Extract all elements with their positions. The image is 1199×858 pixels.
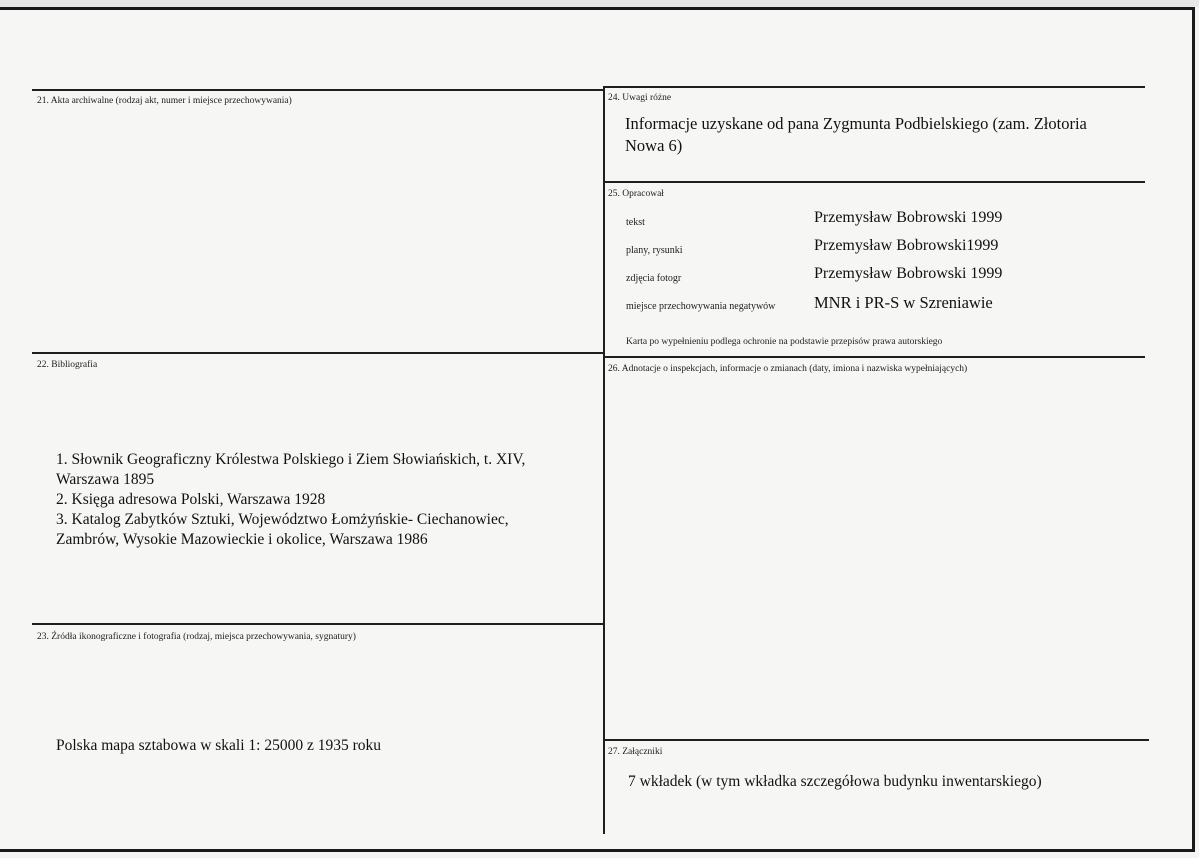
s23-label: 23. Źródła ikonograficzne i fotografia (rodzaj, miejsca przechowywania, sygnatury) bbox=[37, 632, 356, 642]
s22-label: 22. Bibliografia bbox=[37, 360, 98, 370]
bibliography-line: 1. Słownik Geograficzny Królestwa Polskiego i Ziem Słowiańskich, t. XIV, bbox=[56, 451, 526, 468]
s25-label: 25. Opracował bbox=[608, 189, 664, 199]
s26-label: 26. Adnotacje o inspekcjach, informacje o zmianach (daty, imiona i nazwiska wypełniających) bbox=[608, 364, 968, 374]
s25-row-label-zdjecia: zdjęcia fotogr bbox=[626, 273, 682, 284]
s24-value-line2: Nowa 6) bbox=[625, 136, 683, 155]
bibliography-list bbox=[56, 450, 596, 550]
bibliography-line: Warszawa 1895 bbox=[56, 471, 155, 488]
s24-value-line1: Informacje uzyskane od pana Zygmunta Podbielskiego (zam. Złotoria bbox=[625, 114, 1087, 133]
s25-row-label-negatywy: miejsce przechowywania negatywów bbox=[626, 301, 776, 312]
s24-label: 24. Uwagi różne bbox=[608, 93, 672, 103]
rule-s26-top bbox=[604, 356, 1145, 358]
s27-label: 27. Załączniki bbox=[608, 747, 663, 757]
rule-center-vertical bbox=[603, 86, 605, 834]
s27-value: 7 wkładek (w tym wkładka szczegółowa budynku inwentarskiego) bbox=[628, 773, 1042, 790]
scan-edge bbox=[0, 0, 1199, 7]
bibliography-line: 3. Katalog Zabytków Sztuki, Województwo Łomżyńskie- Ciechanowiec, bbox=[56, 511, 509, 528]
s25-row-label-plany: plany, rysunki bbox=[626, 245, 683, 256]
s25-row-value-negatywy: MNR i PR-S w Szreniawie bbox=[814, 293, 993, 312]
rule-s25-top bbox=[604, 181, 1145, 183]
bibliography-line: Zambrów, Wysokie Mazowieckie i okolice, Warszawa 1986 bbox=[56, 531, 428, 548]
s21-label: 21. Akta archiwalne (rodzaj akt, numer i miejsce przechowywania) bbox=[37, 96, 292, 106]
rule-s22-top bbox=[32, 352, 604, 354]
rule-s23-top bbox=[32, 623, 604, 625]
s25-row-value-zdjecia: Przemysław Bobrowski 1999 bbox=[814, 265, 1003, 282]
s25-row-label-tekst: tekst bbox=[626, 217, 645, 228]
bibliography-line: 2. Księga adresowa Polski, Warszawa 1928 bbox=[56, 491, 326, 508]
rule-top-left bbox=[32, 89, 604, 91]
s23-value: Polska mapa sztabowa w skali 1: 25000 z 1935 roku bbox=[56, 737, 382, 754]
s25-row-value-plany: Przemysław Bobrowski1999 bbox=[814, 237, 999, 254]
rule-top-right bbox=[604, 86, 1145, 88]
copyright-note: Karta po wypełnieniu podlega ochronie na podstawie przepisów prawa autorskiego bbox=[626, 337, 943, 347]
s25-row-value-tekst: Przemysław Bobrowski 1999 bbox=[814, 209, 1003, 226]
rule-s27-top bbox=[604, 739, 1149, 741]
